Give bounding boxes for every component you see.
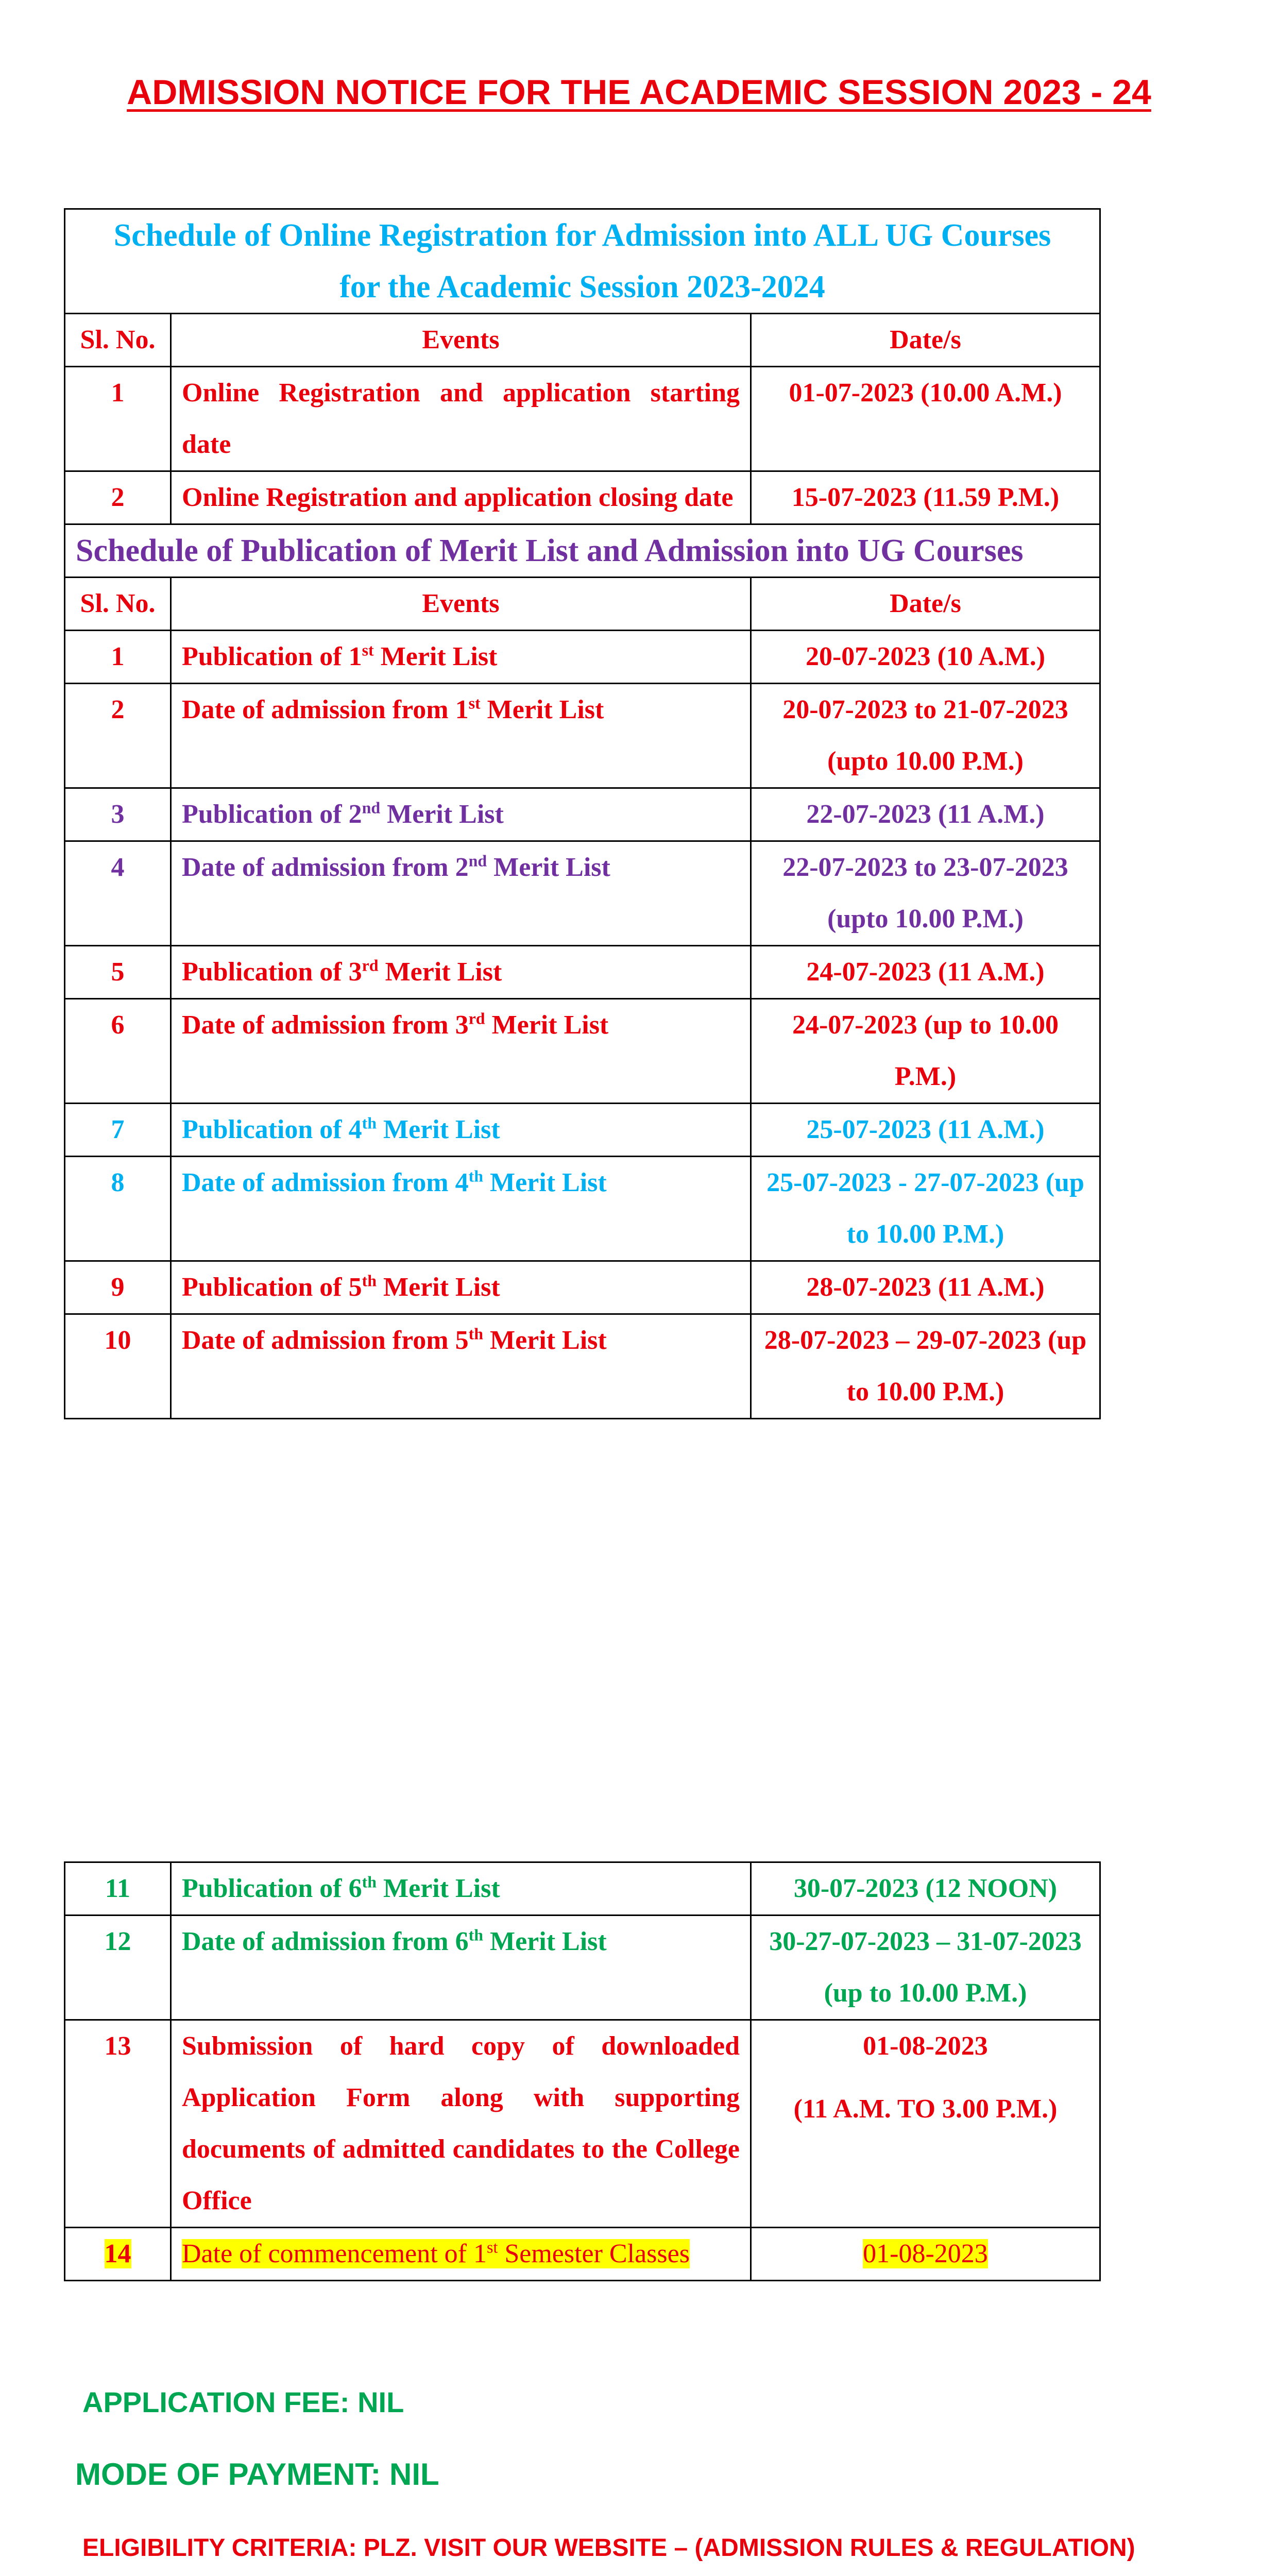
table-header-row bbox=[65, 314, 1100, 367]
row-sl-no: 3 bbox=[65, 788, 171, 841]
row-date: 25-07-2023 - 27-07-2023 (up to 10.00 P.M.) bbox=[751, 1157, 1100, 1261]
row-event: Online Registration and application starting date bbox=[171, 367, 751, 471]
row-date: 28-07-2023 (11 A.M.) bbox=[751, 1261, 1100, 1314]
table-row bbox=[65, 367, 1100, 471]
row-date: 20-07-2023 (10 A.M.) bbox=[751, 631, 1100, 684]
table-row bbox=[65, 471, 1100, 524]
row-event: Date of admission from 1st Merit List bbox=[171, 684, 751, 788]
row-date: 25-07-2023 (11 A.M.) bbox=[751, 1104, 1100, 1157]
row-sl-no: 9 bbox=[65, 1261, 171, 1314]
row-event: Date of commencement of 1st Semester Classes bbox=[171, 2228, 751, 2281]
table-row bbox=[65, 2020, 1100, 2228]
row-date: 30-07-2023 (12 NOON) bbox=[751, 1862, 1100, 1916]
registration-caption bbox=[65, 209, 1100, 314]
row-sl-no: 13 bbox=[65, 2020, 171, 2228]
header-sl-no: Sl. No. bbox=[65, 314, 171, 367]
header-dates: Date/s bbox=[751, 578, 1100, 631]
row-event: Publication of 5th Merit List bbox=[171, 1261, 751, 1314]
row-event: Publication of 2nd Merit List bbox=[171, 788, 751, 841]
table-row bbox=[65, 946, 1100, 999]
row-date: 01-07-2023 (10.00 A.M.) bbox=[751, 367, 1100, 471]
header-sl-no: Sl. No. bbox=[65, 578, 171, 631]
row-date bbox=[751, 2020, 1100, 2228]
row-event: Date of admission from 3rd Merit List bbox=[171, 999, 751, 1104]
header-events: Events bbox=[171, 314, 751, 367]
row-date: 22-07-2023 to 23-07-2023 (upto 10.00 P.M.) bbox=[751, 841, 1100, 946]
header-events: Events bbox=[171, 578, 751, 631]
row-event: Date of admission from 2nd Merit List bbox=[171, 841, 751, 946]
table-row bbox=[65, 841, 1100, 946]
row-sl-no: 1 bbox=[65, 631, 171, 684]
table-row bbox=[65, 1104, 1100, 1157]
registration-caption-line2: for the Academic Session 2023-2024 bbox=[339, 269, 825, 304]
registration-caption-row bbox=[65, 209, 1100, 314]
row-event: Publication of 6th Merit List bbox=[171, 1862, 751, 1916]
header-dates: Date/s bbox=[751, 314, 1100, 367]
table-row bbox=[65, 1314, 1100, 1419]
table-row bbox=[65, 2228, 1100, 2281]
admission-schedule-table bbox=[64, 208, 1101, 1419]
row-date: 20-07-2023 to 21-07-2023 (upto 10.00 P.M.) bbox=[751, 684, 1100, 788]
row-sl-no: 7 bbox=[65, 1104, 171, 1157]
row-sl-no: 12 bbox=[65, 1916, 171, 2020]
row-sl-no: 4 bbox=[65, 841, 171, 946]
table-row bbox=[65, 1916, 1100, 2020]
merit-caption-row bbox=[65, 524, 1100, 578]
row-date: 22-07-2023 (11 A.M.) bbox=[751, 788, 1100, 841]
row-sl-no: 11 bbox=[65, 1862, 171, 1916]
row-sl-no: 8 bbox=[65, 1157, 171, 1261]
table-row bbox=[65, 999, 1100, 1104]
row-sl-no: 1 bbox=[65, 367, 171, 471]
row-date: 28-07-2023 – 29-07-2023 (up to 10.00 P.M.) bbox=[751, 1314, 1100, 1419]
row-event: Publication of 4th Merit List bbox=[171, 1104, 751, 1157]
row-event: Online Registration and application closing date bbox=[171, 471, 751, 524]
row-date-line1: 01-08-2023 bbox=[863, 2031, 988, 2061]
row-event: Date of admission from 4th Merit List bbox=[171, 1157, 751, 1261]
table-row bbox=[65, 684, 1100, 788]
row-date-line2: (11 A.M. TO 3.00 P.M.) bbox=[793, 2094, 1058, 2124]
row-sl-no: 5 bbox=[65, 946, 171, 999]
row-date: 30-27-07-2023 – 31-07-2023 (up to 10.00 P.M.) bbox=[751, 1916, 1100, 2020]
payment-mode: MODE OF PAYMENT: NIL bbox=[75, 2457, 439, 2492]
row-date: 01-08-2023 bbox=[751, 2228, 1100, 2281]
row-date: 24-07-2023 (11 A.M.) bbox=[751, 946, 1100, 999]
row-event: Date of admission from 5th Merit List bbox=[171, 1314, 751, 1419]
row-sl-no: 2 bbox=[65, 684, 171, 788]
row-sl-no: 2 bbox=[65, 471, 171, 524]
row-event: Submission of hard copy of downloaded Application Form along with supporting documents of admitted candidates to the College Office bbox=[171, 2020, 751, 2228]
row-event: Date of admission from 6th Merit List bbox=[171, 1916, 751, 2020]
table-row bbox=[65, 1862, 1100, 1916]
page-title: ADMISSION NOTICE FOR THE ACADEMIC SESSION 2023 - 24 bbox=[127, 73, 1151, 112]
admission-schedule-table-continued bbox=[64, 1861, 1101, 2281]
application-fee: APPLICATION FEE: NIL bbox=[82, 2386, 404, 2418]
table-row bbox=[65, 788, 1100, 841]
table-row bbox=[65, 1261, 1100, 1314]
row-sl-no: 14 bbox=[65, 2228, 171, 2281]
table-row bbox=[65, 631, 1100, 684]
row-date: 15-07-2023 (11.59 P.M.) bbox=[751, 471, 1100, 524]
row-event: Publication of 1st Merit List bbox=[171, 631, 751, 684]
row-sl-no: 6 bbox=[65, 999, 171, 1104]
row-event: Publication of 3rd Merit List bbox=[171, 946, 751, 999]
row-sl-no: 10 bbox=[65, 1314, 171, 1419]
row-date: 24-07-2023 (up to 10.00 P.M.) bbox=[751, 999, 1100, 1104]
table-header-row bbox=[65, 578, 1100, 631]
merit-caption: Schedule of Publication of Merit List and Admission into UG Courses bbox=[65, 524, 1100, 578]
eligibility-criteria: ELIGIBILITY CRITERIA: PLZ. VISIT OUR WEBSITE – (ADMISSION RULES & REGULATION) bbox=[82, 2534, 1135, 2562]
registration-caption-line1: Schedule of Online Registration for Admission into ALL UG Courses bbox=[113, 218, 1051, 253]
table-row bbox=[65, 1157, 1100, 1261]
